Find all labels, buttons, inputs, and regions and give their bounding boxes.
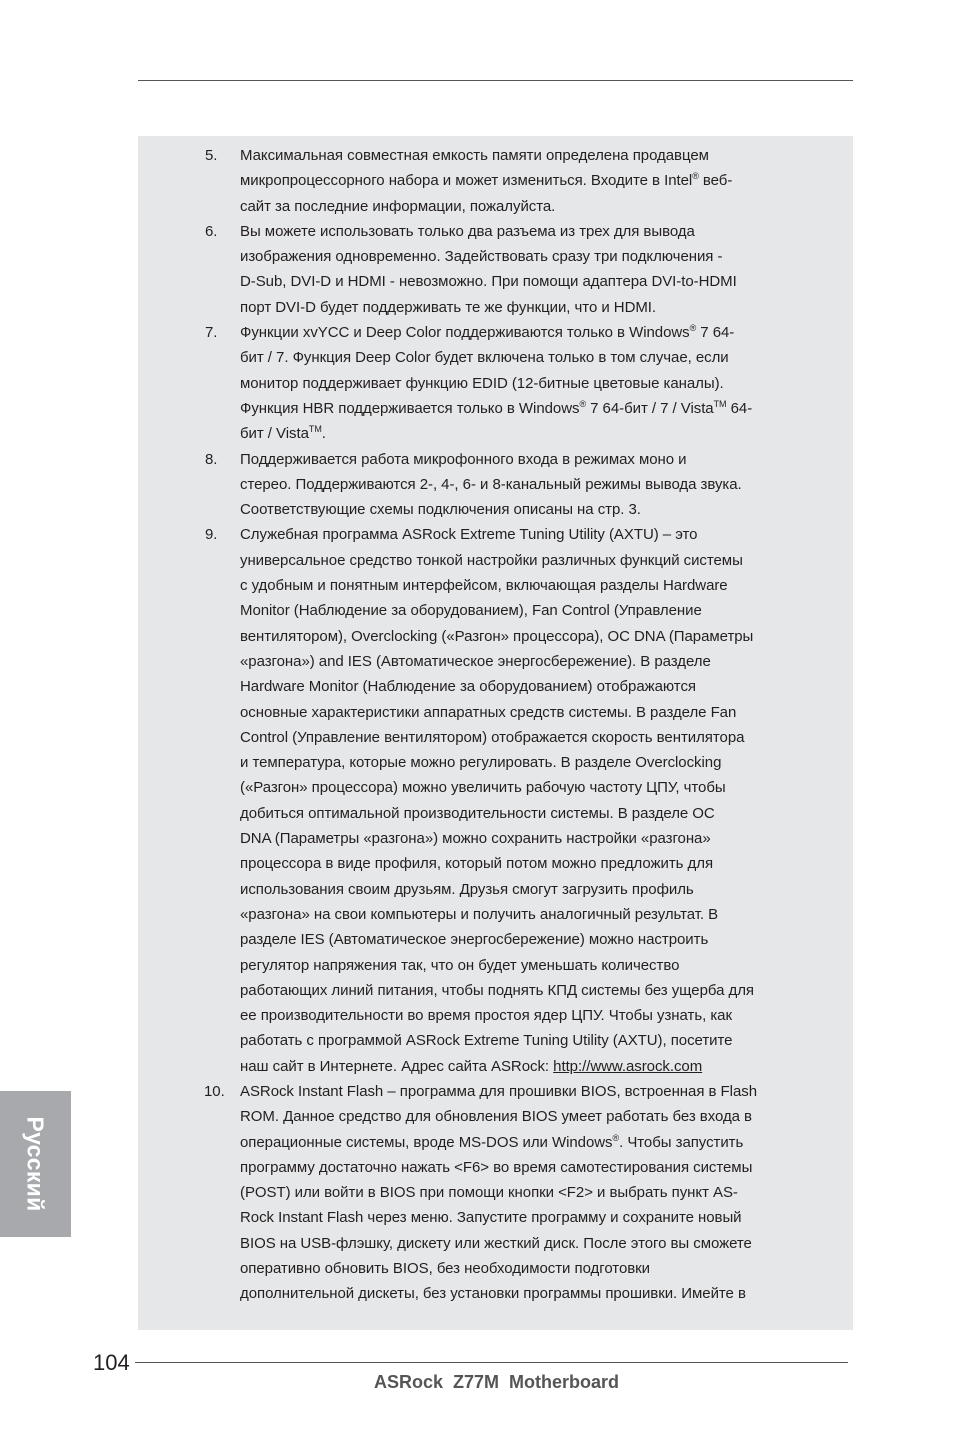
- note-text: добиться оптимальной производительности системы. В разделе OC: [240, 804, 715, 822]
- note-text: сайт за последние информации, пожалуйста.: [240, 197, 556, 215]
- footer-title: ASRock Z77M Motherboard: [374, 1372, 620, 1392]
- asrock-website-link[interactable]: http://www.asrock.com: [553, 1057, 703, 1075]
- note-text: Функции xvYCC и Deep Color поддерживаются только в Windows: [240, 324, 690, 342]
- note-line: [240, 598, 825, 623]
- note-text: . Чтобы запустить: [619, 1133, 744, 1151]
- note-text: «разгона» на свои компьютеры и получить аналогичный результат. В: [240, 905, 719, 923]
- note-text: D-Sub, DVI-D и HDMI - невозможно. При помощи адаптера DVI-to-HDMI: [240, 273, 737, 291]
- note-text: с удобным и понятным интерфейсом, включающая разделы Hardware: [240, 577, 728, 595]
- language-side-tab-label: Русский: [22, 1116, 49, 1212]
- note-line: [240, 1231, 825, 1256]
- note-line: [240, 700, 825, 725]
- note-item: [200, 522, 825, 1079]
- note-text: Максимальная совместная емкость памяти определена продавцем: [240, 147, 709, 164]
- note-line: [240, 143, 825, 168]
- note-line: [240, 725, 825, 750]
- note-text: ASRock Instant Flash – программа для прошивки BIOS, встроенная в Flash: [240, 1082, 757, 1100]
- note-text: Поддерживается работа микрофонного входа в режимах моно и: [240, 450, 687, 468]
- note-text: бит / Vista: [240, 425, 309, 443]
- note-line: [240, 320, 825, 345]
- note-line: [240, 396, 825, 421]
- note-text: Соответствующие схемы подключения описаны на стр. 3.: [240, 501, 641, 519]
- note-line: [240, 548, 825, 573]
- note-text: Функция HBR поддерживается только в Windows: [240, 399, 580, 417]
- note-text: 64-: [726, 399, 753, 417]
- note-text: универсальное средство тонкой настройки различных функций системы: [240, 551, 743, 569]
- note-text: дополнительной дискеты, без установки программы прошивки. Имейте в: [240, 1285, 746, 1303]
- note-line: [240, 1054, 825, 1079]
- note-line: [240, 168, 825, 193]
- note-line: [240, 472, 825, 497]
- note-text: ROM. Данное средство для обновления BIOS умеет работать без входа в: [240, 1108, 752, 1126]
- note-line: [240, 1028, 825, 1053]
- note-text: работающих линий питания, чтобы поднять КПД системы без ущерба для: [240, 981, 754, 999]
- note-line: [240, 674, 825, 699]
- note-text: Hardware Monitor (Наблюдение за оборудованием) отображаются: [240, 678, 696, 696]
- note-text: («Разгон» процессора) можно увеличить рабочую частоту ЦПУ, чтобы: [240, 779, 726, 797]
- trademark-mark: ®: [612, 1132, 620, 1143]
- note-text: 7 64-бит / 7 / Vista: [586, 399, 714, 417]
- note-text: Monitor (Наблюдение за оборудованием), Fan Control (Управление: [240, 602, 702, 620]
- trademark-mark: ®: [689, 323, 697, 334]
- note-text: Служебная программа ASRock Extreme Tuning Utility (AXTU) – это: [240, 526, 698, 544]
- note-line: [240, 1130, 825, 1155]
- note-text: операционные системы, вроде MS-DOS или Windows: [240, 1133, 613, 1151]
- note-text: бит / 7. Функция Deep Color будет включена только в том случае, если: [240, 349, 729, 367]
- top-rule: [138, 80, 853, 81]
- note-text: использования своим друзьям. Друзья смогут загрузить профиль: [240, 880, 694, 898]
- note-line: [240, 421, 825, 446]
- note-text: программу достаточно нажать <F6> во время самотестирования системы: [240, 1158, 753, 1176]
- note-text: вентилятором), Overclocking («Разгон» процессора), OC DNA (Параметры: [240, 627, 754, 645]
- note-text: Control (Управление вентилятором) отображается скорость вентилятора: [240, 728, 745, 746]
- notes-list: [200, 143, 825, 1307]
- note-line: [240, 1104, 825, 1129]
- note-text: наш сайт в Интернете. Адрес сайта ASRock:: [240, 1057, 554, 1075]
- note-text: ее производительности во время простоя ядер ЦПУ. Чтобы узнать, как: [240, 1007, 732, 1025]
- note-line: [240, 269, 825, 294]
- note-item: [200, 320, 825, 446]
- note-text: изображения одновременно. Задействовать сразу три подключения -: [240, 248, 723, 266]
- note-line: [240, 522, 825, 547]
- note-line: [240, 953, 825, 978]
- note-text: работать с программой ASRock Extreme Tuning Utility (AXTU), посетите: [240, 1032, 733, 1050]
- note-number: 10.: [204, 1082, 225, 1100]
- note-line: [240, 371, 825, 396]
- note-line: [240, 345, 825, 370]
- trademark-mark: TM: [713, 398, 727, 409]
- note-text: DNA (Параметры «разгона») можно сохранить настройки «разгона»: [240, 830, 711, 848]
- note-item: [200, 447, 825, 523]
- note-line: [240, 447, 825, 472]
- note-line: [240, 801, 825, 826]
- note-line: [240, 1205, 825, 1230]
- page-number: 104: [93, 1350, 130, 1375]
- note-line: [240, 1079, 825, 1104]
- note-text: регулятор напряжения так, что он будет уменьшать количество: [240, 956, 680, 974]
- note-line: [240, 1003, 825, 1028]
- note-number: 9.: [205, 526, 218, 544]
- trademark-mark: ®: [579, 398, 587, 409]
- note-text: монитор поддерживает функцию EDID (12-битные цветовые каналы).: [240, 374, 724, 392]
- note-text: «разгона») and IES (Автоматическое энергосбережение). В разделе: [240, 652, 711, 670]
- note-line: [240, 194, 825, 219]
- note-number: 8.: [205, 450, 218, 468]
- note-line: [240, 244, 825, 269]
- note-line: [240, 826, 825, 851]
- note-line: [240, 978, 825, 1003]
- note-text: микропроцессорного набора и может измениться. Входите в Intel: [240, 172, 693, 190]
- trademark-mark: ®: [692, 171, 699, 182]
- note-number: 7.: [205, 324, 218, 342]
- note-text: и температура, которые можно регулировать. В разделе Overclocking: [240, 754, 722, 772]
- note-text: (POST) или войти в BIOS при помощи кнопки <F2> и выбрать пункт AS-: [240, 1184, 738, 1202]
- note-text: .: [321, 425, 326, 443]
- note-text: разделе IES (Автоматическое энергосбережение) можно настроить: [240, 931, 709, 949]
- note-line: [240, 1256, 825, 1281]
- note-text: оперативно обновить BIOS, без необходимости подготовки: [240, 1260, 650, 1278]
- note-text: BIOS на USB-флэшку, дискету или жесткий диск. После этого вы сможете: [240, 1234, 752, 1252]
- note-text: веб-: [698, 172, 733, 190]
- note-number: 5.: [205, 147, 218, 164]
- note-line: [240, 750, 825, 775]
- trademark-mark: TM: [308, 424, 322, 435]
- note-line: [240, 497, 825, 522]
- note-text: стерео. Поддерживаются 2-, 4-, 6- и 8-канальный режимы вывода звука.: [240, 475, 742, 493]
- note-line: [240, 295, 825, 320]
- note-line: [240, 1155, 825, 1180]
- note-line: [240, 573, 825, 598]
- note-item: [200, 219, 825, 320]
- footer-rule: [135, 1362, 848, 1363]
- note-text: 7 64-: [696, 324, 735, 342]
- note-line: [240, 877, 825, 902]
- note-text: основные характеристики аппаратных средств системы. В разделе Fan: [240, 703, 737, 721]
- note-line: [240, 851, 825, 876]
- note-line: [240, 1281, 825, 1306]
- note-number: 6.: [205, 222, 218, 240]
- note-line: [240, 775, 825, 800]
- note-line: [240, 219, 825, 244]
- note-text: порт DVI-D будет поддерживать те же функции, что и HDMI.: [240, 298, 657, 316]
- note-item: [200, 1079, 825, 1307]
- note-text: процессора в виде профиля, который потом можно предложить для: [240, 855, 714, 873]
- note-text: Вы можете использовать только два разъема из трех для вывода: [240, 222, 695, 240]
- note-line: [240, 649, 825, 674]
- note-line: [240, 1180, 825, 1205]
- note-line: [240, 902, 825, 927]
- note-item: [200, 143, 825, 219]
- note-line: [240, 624, 825, 649]
- note-text: Rock Instant Flash через меню. Запустите программу и сохраните новый: [240, 1209, 742, 1227]
- note-line: [240, 927, 825, 952]
